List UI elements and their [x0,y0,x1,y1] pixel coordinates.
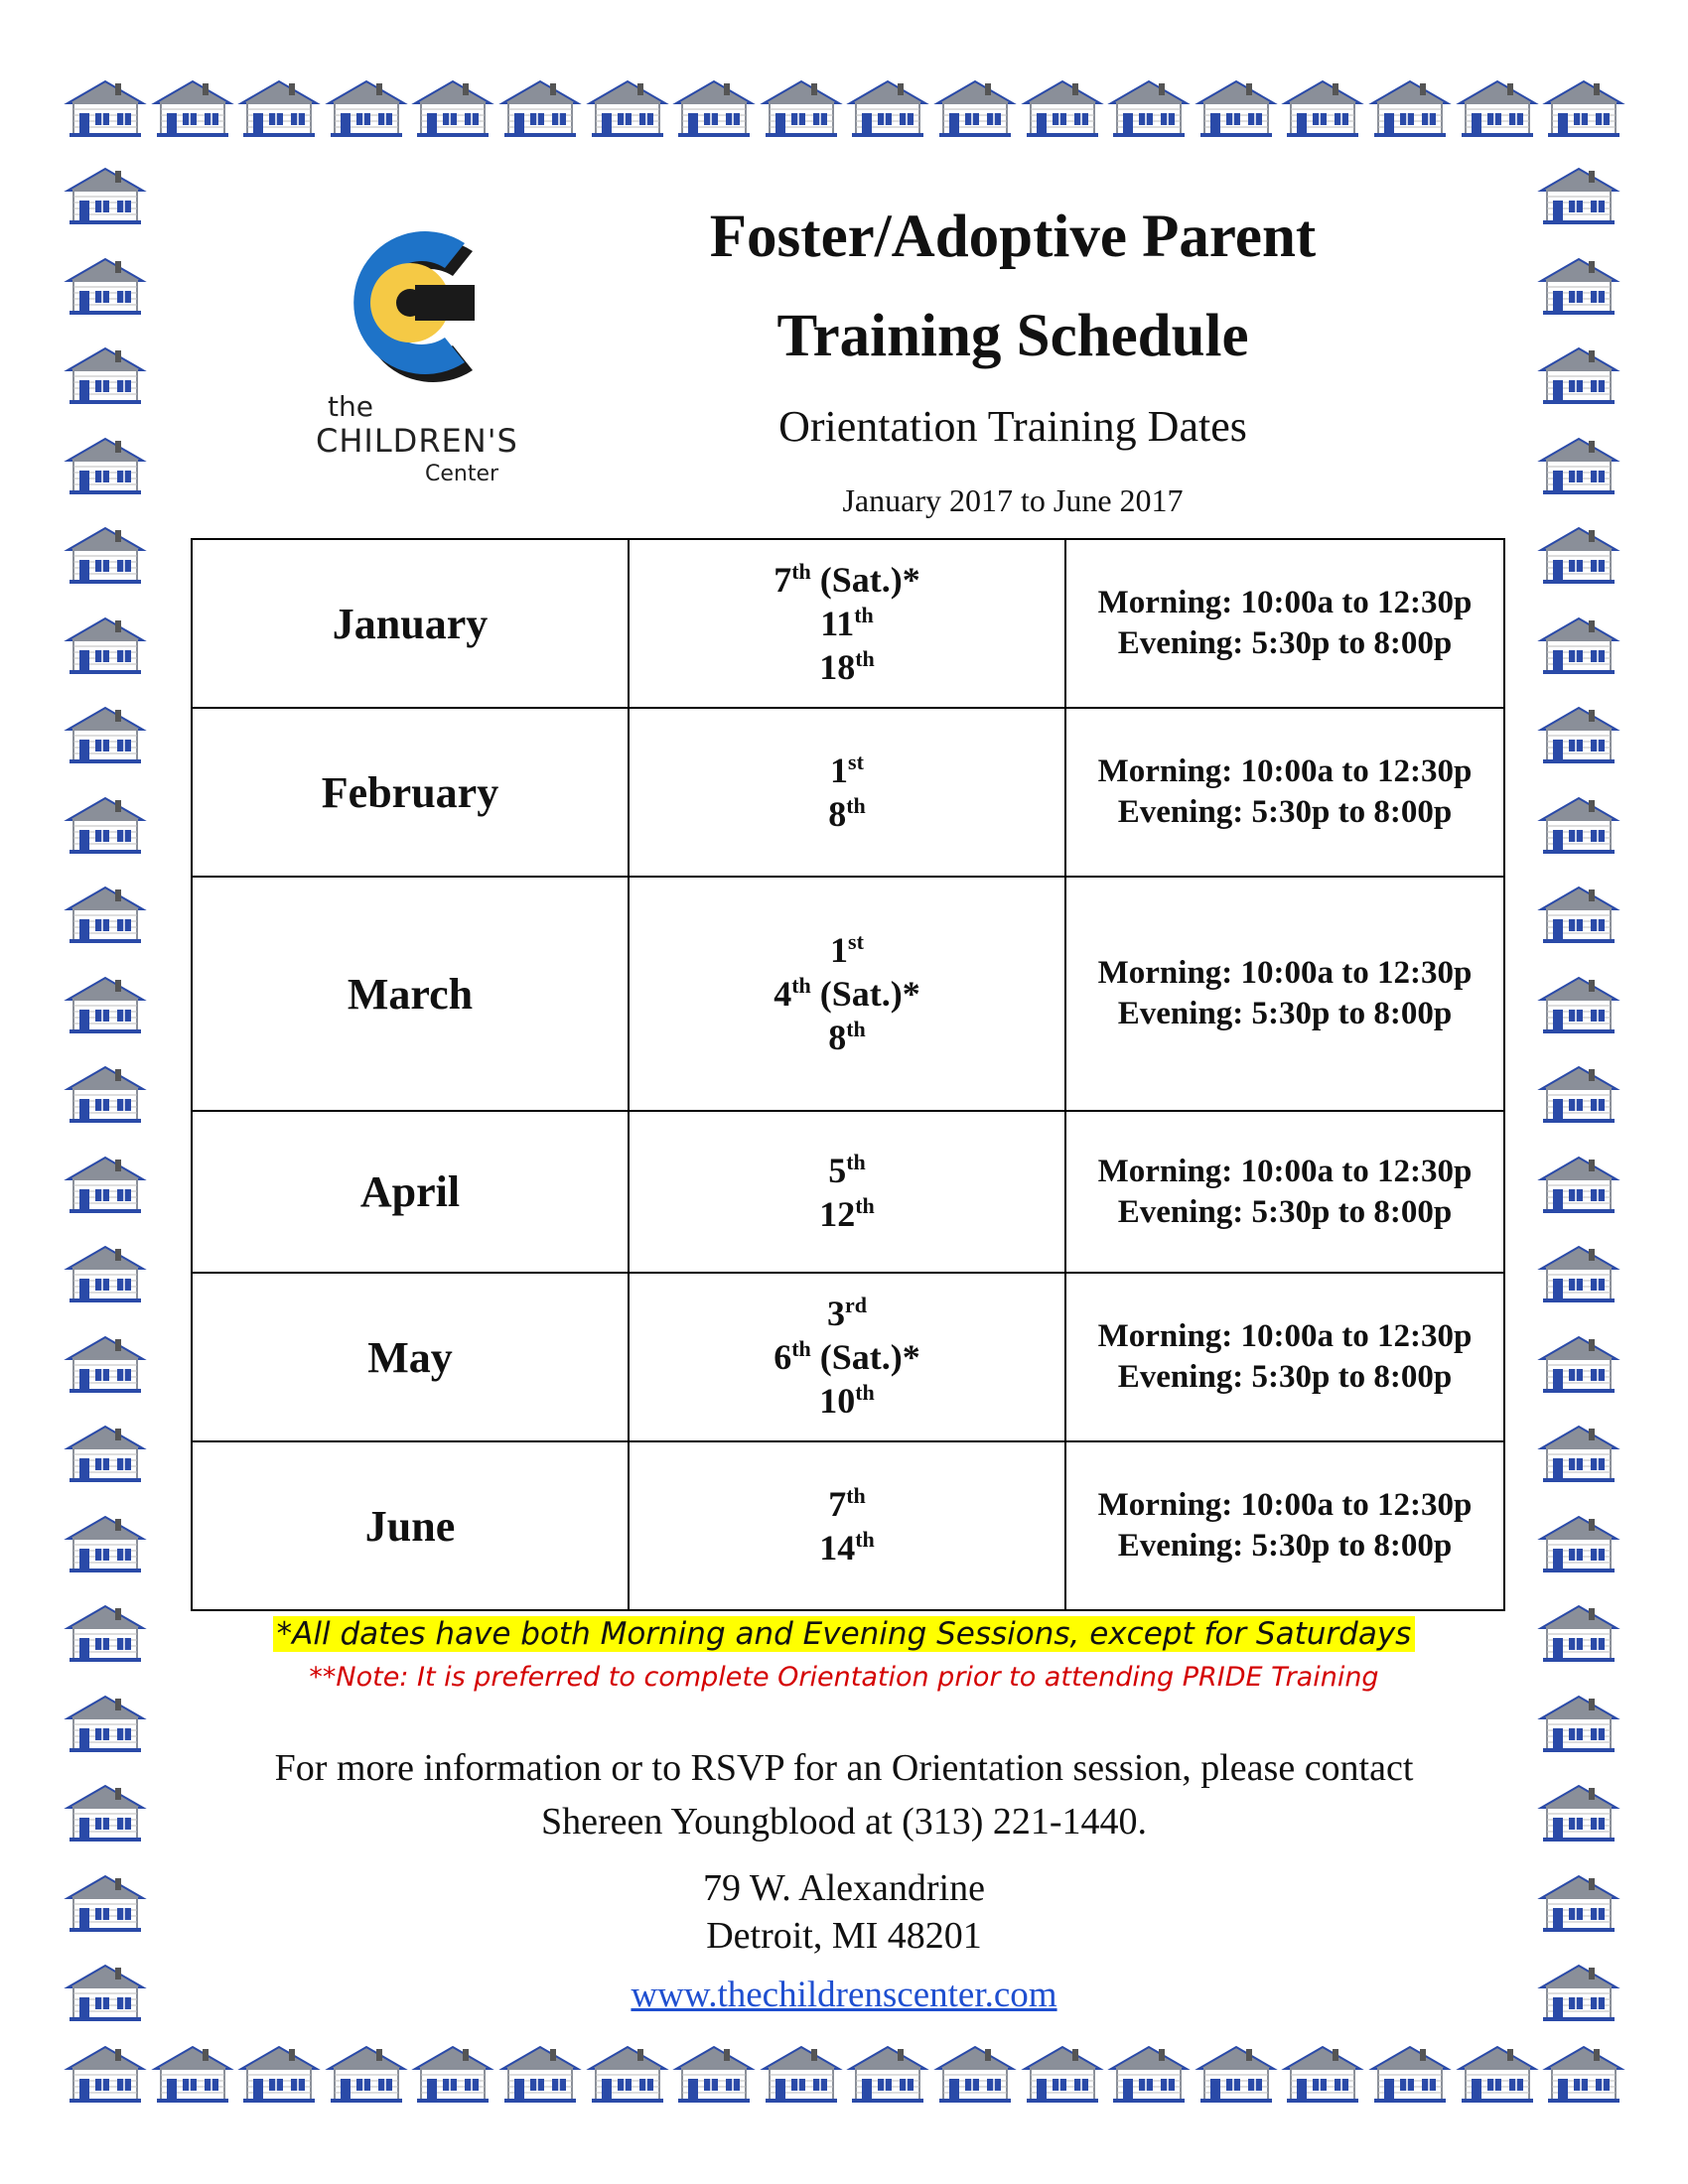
house-icon [64,524,147,586]
date-suffix: rd [845,1293,867,1317]
logo-c-icon [316,204,514,402]
house-icon [846,77,929,139]
house-icon [672,2043,756,2105]
date-suffix: th [855,1192,875,1218]
dates-cell [629,1441,1065,1610]
date-day: 4 [774,974,792,1014]
date-entry [630,558,1064,602]
month-cell: June [192,1441,629,1610]
house-icon [1537,614,1620,676]
dates-cell [629,877,1065,1111]
website-link[interactable]: www.thechildrenscenter.com [631,1975,1057,2015]
house-icon [64,1063,147,1125]
evening-time: Evening: 5:30p to 8:00p [1117,1359,1453,1395]
house-icon [1281,2043,1364,2105]
house-icon [64,1693,147,1754]
date-entry [630,1016,1064,1059]
house-icon [672,77,756,139]
date-suffix: th [791,973,811,998]
date-day: 11 [820,604,855,643]
house-icon [1021,2043,1104,2105]
schedule-table [191,538,1505,1611]
house-icon [237,77,321,139]
evening-time: Evening: 5:30p to 8:00p [1117,1193,1453,1230]
dates-cell [629,1111,1065,1273]
date-day: 18 [819,647,856,687]
house-icon [64,1243,147,1304]
house-icon [64,614,147,676]
house-icon [1537,1154,1620,1215]
morning-time: Morning: 10:00a to 12:30p [1097,1487,1473,1523]
house-icon [1537,794,1620,856]
house-icon [64,1423,147,1484]
house-icon [64,884,147,945]
month-cell: February [192,708,629,877]
date-saturday-flag: (Sat.)* [810,1337,920,1377]
schedule-row [192,708,1504,877]
date-saturday-flag: (Sat.)* [810,560,920,600]
morning-time: Morning: 10:00a to 12:30p [1097,1153,1473,1189]
schedule-row [192,1441,1504,1610]
date-day: 8 [828,794,847,834]
saturday-note-text: *All dates have both Morning and Evening Sessions, except for Saturdays [273,1616,1416,1652]
house-icon [1021,77,1104,139]
date-day: 10 [819,1381,856,1421]
contact-line1: For more information or to RSVP for an Orientation session, please contact [274,1747,1414,1789]
date-suffix: st [848,929,864,954]
schedule-row [192,539,1504,708]
date-entry [630,749,1064,792]
date-day: 7 [828,1484,847,1524]
logo-the: the [328,390,373,423]
date-entry [630,1192,1064,1236]
house-icon [1537,435,1620,496]
month-cell: March [192,877,629,1111]
house-icon [1537,255,1620,317]
saturday-note [0,1616,1688,1652]
date-suffix: th [846,1149,866,1174]
pride-note: **Note: It is preferred to complete Orientation prior to attending PRIDE Training [309,1662,1379,1693]
page-title-line1: Foster/Adoptive Parent [709,204,1317,270]
house-icon [64,2043,147,2105]
house-icon [64,255,147,317]
house-icon [1107,77,1191,139]
house-icon [1537,884,1620,945]
date-entry [630,972,1064,1016]
date-suffix: st [848,750,864,774]
contact-line2: Shereen Youngblood at (313) 221-1440. [540,1801,1148,1843]
house-icon [498,77,582,139]
house-icon [1537,165,1620,226]
house-icon [1537,704,1620,765]
evening-time: Evening: 5:30p to 8:00p [1117,794,1453,830]
house-icon [64,794,147,856]
house-icon [846,2043,929,2105]
date-entry [630,1149,1064,1192]
date-suffix: th [846,1483,866,1508]
house-icon [1281,77,1364,139]
times-cell [1065,1273,1504,1441]
house-icon [64,1782,147,1843]
house-icon [1537,974,1620,1035]
house-icon [64,77,147,139]
house-icon [151,2043,234,2105]
evening-time: Evening: 5:30p to 8:00p [1117,1528,1453,1564]
morning-time: Morning: 10:00a to 12:30p [1097,955,1473,991]
date-entry [630,645,1064,689]
house-icon [64,1513,147,1574]
house-icon [1537,344,1620,406]
house-icon [1542,77,1625,139]
house-icon [1537,1333,1620,1395]
house-icon [933,77,1017,139]
house-icon [1456,2043,1539,2105]
date-day: 5 [828,1150,847,1190]
date-suffix: th [855,646,875,671]
date-entry [630,1335,1064,1379]
address-city: Detroit, MI 48201 [706,1915,982,1957]
house-icon [1537,1423,1620,1484]
date-day: 14 [819,1528,856,1568]
childrens-center-logo [316,204,518,491]
date-entry [630,1482,1064,1526]
times-cell [1065,1441,1504,1610]
house-icon [1368,77,1452,139]
page-title-line2: Training Schedule [776,303,1249,369]
house-icon [64,1154,147,1215]
date-suffix: th [855,1380,875,1405]
date-entry [630,1526,1064,1570]
house-icon [64,344,147,406]
house-icon [325,2043,408,2105]
house-icon [1537,1782,1620,1843]
dates-cell [629,539,1065,708]
house-icon [586,77,669,139]
house-icon [411,2043,494,2105]
date-day: 12 [819,1193,856,1234]
times-cell [1065,877,1504,1111]
house-icon [1107,2043,1191,2105]
date-entry [630,1292,1064,1335]
evening-time: Evening: 5:30p to 8:00p [1117,996,1453,1031]
morning-time: Morning: 10:00a to 12:30p [1097,753,1473,789]
times-cell [1065,1111,1504,1273]
date-day: 8 [828,1018,847,1057]
house-icon [325,77,408,139]
house-icon [1537,524,1620,586]
schedule-row [192,1111,1504,1273]
dates-cell [629,1273,1065,1441]
date-entry [630,602,1064,645]
date-suffix: th [854,603,874,627]
morning-time: Morning: 10:00a to 12:30p [1097,1318,1473,1354]
schedule-row [192,877,1504,1111]
dates-cell [629,708,1065,877]
house-icon [64,435,147,496]
house-icon [760,2043,843,2105]
times-cell [1065,708,1504,877]
month-cell: April [192,1111,629,1273]
date-entry [630,792,1064,836]
evening-time: Evening: 5:30p to 8:00p [1117,625,1453,661]
house-icon [1537,1513,1620,1574]
house-icon [64,974,147,1035]
address-street: 79 W. Alexandrine [703,1867,985,1909]
house-icon [1368,2043,1452,2105]
month-cell: January [192,539,629,708]
house-icon [586,2043,669,2105]
house-icon [1542,2043,1625,2105]
house-icon [64,704,147,765]
house-icon [64,1333,147,1395]
house-icon [498,2043,582,2105]
date-saturday-flag: (Sat.)* [810,974,920,1014]
house-icon [1537,1063,1620,1125]
date-range: January 2017 to June 2017 [842,482,1184,518]
date-day: 3 [827,1294,845,1333]
house-icon [151,77,234,139]
times-cell [1065,539,1504,708]
house-icon [1195,2043,1278,2105]
house-icon [1195,77,1278,139]
morning-time: Morning: 10:00a to 12:30p [1097,585,1473,620]
contact-info [149,1741,1539,1848]
date-suffix: th [791,1336,811,1361]
date-day: 1 [830,751,849,790]
house-icon [933,2043,1017,2105]
page-subtitle: Orientation Training Dates [778,402,1247,451]
house-icon [1537,1693,1620,1754]
month-cell: May [192,1273,629,1441]
logo-center: Center [425,462,499,486]
house-icon [64,165,147,226]
date-suffix: th [791,559,811,584]
house-icon [760,77,843,139]
date-suffix: th [855,1527,875,1552]
date-suffix: th [846,793,866,818]
house-icon [1456,77,1539,139]
date-day: 7 [774,560,792,600]
date-day: 6 [774,1337,792,1377]
house-icon [1537,1243,1620,1304]
schedule-row [192,1273,1504,1441]
date-entry [630,1379,1064,1423]
house-icon [237,2043,321,2105]
date-day: 1 [830,930,849,970]
house-icon [411,77,494,139]
date-entry [630,928,1064,972]
date-suffix: th [846,1017,866,1041]
logo-childrens: CHILDREN'S [316,422,518,460]
